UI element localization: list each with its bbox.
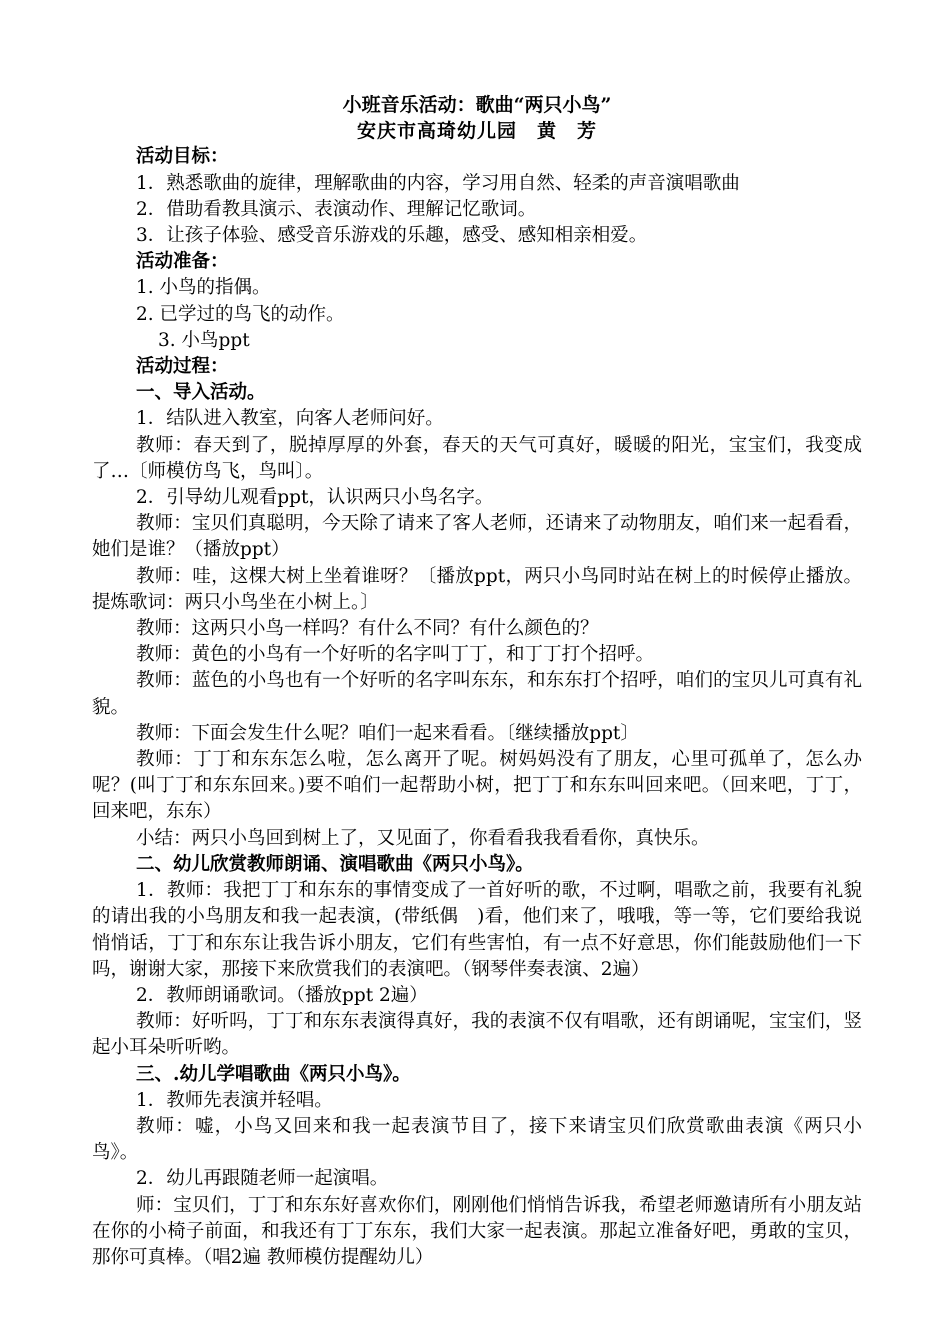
paragraph: 小结：两只小鸟回到树上了，又见面了，你看看我我看看你，真快乐。 — [136, 827, 710, 849]
goal-item: 2．借助看教具演示、表演动作、理解记忆歌词。 — [136, 198, 537, 220]
goals-heading: 活动目标： — [136, 146, 229, 168]
section-heading: 二、幼儿欣赏教师朗诵、演唱歌曲《两只小鸟》。 — [136, 853, 534, 875]
paragraph: 教师：黄色的小鸟有一个好听的名字叫丁丁，和丁丁打个招呼。 — [136, 644, 655, 666]
paragraph: 师：宝贝们，丁丁和东东好喜欢你们，刚刚他们悄悄告诉我，希望老师邀请所有小朋友站在你的小椅子前面，和我还有丁丁东东，我们大家一起表演。那起立准备好吧，勇敢的宝贝，那你可真棒。（唱2遍 教师模仿提醒幼儿） — [92, 1194, 862, 1268]
section-heading: 一、导入活动。 — [136, 382, 266, 404]
prep-item: 1. 小鸟的指偶。 — [136, 277, 271, 299]
paragraph: 教师：春天到了，脱掉厚厚的外套，春天的天气可真好，暖暖的阳光，宝宝们，我变成了…〔师模仿鸟飞，鸟叫〕。 — [92, 434, 862, 482]
document-title: 小班音乐活动：歌曲“两只小鸟” — [342, 94, 612, 116]
process-heading: 活动过程： — [136, 356, 229, 378]
paragraph: 教师：哇，这棵大树上坐着谁呀？〔播放ppt，两只小鸟同时站在树上的时候停止播放。提炼歌词：两只小鸟坐在小树上。〕 — [92, 565, 862, 613]
prep-heading: 活动准备： — [136, 251, 229, 273]
document-author-line: 安庆市高琦幼儿园 黄 芳 — [356, 120, 597, 143]
paragraph: 1．教师：我把丁丁和东东的事情变成了一首好听的歌，不过啊，唱歌之前，我要有礼貌的请出我的小鸟朋友和我一起表演，(带纸偶 )看，他们来了，哦哦，等一等，它们要给我说悄悄话，丁丁和东东让我告诉小朋友，它们有些害怕，有一点不好意思，你们能鼓励他们一下吗，谢谢大家，那接下来欣赏我们的表演吧。（钢琴伴奏表演、2遍） — [92, 880, 862, 980]
paragraph: 教师：蓝色的小鸟也有一个好听的名字叫东东，和东东打个招呼，咱们的宝贝儿可真有礼貌。 — [92, 670, 862, 718]
paragraph: 教师：嘘，小鸟又回来和我一起表演节目了，接下来请宝贝们欣赏歌曲表演《两只小鸟》。 — [92, 1115, 862, 1164]
paragraph: 教师：这两只小鸟一样吗？有什么不同？有什么颜色的？ — [136, 618, 599, 640]
paragraph: 教师：下面会发生什么呢？咱们一起来看看。〔继续播放ppt〕 — [136, 722, 639, 744]
document-page — [92, 92, 862, 1271]
goal-item: 3．让孩子体验、感受音乐游戏的乐趣，感受、感知相亲相爱。 — [136, 225, 648, 247]
paragraph: 2．教师朗诵歌词。（播放ppt 2遍） — [136, 984, 428, 1006]
goal-item: 1．熟悉歌曲的旋律，理解歌曲的内容，学习用自然、轻柔的声音演唱歌曲 — [136, 172, 740, 194]
paragraph: 教师：丁丁和东东怎么啦，怎么离开了呢。树妈妈没有了朋友，心里可孤单了，怎么办呢？(叫丁丁和东东回来。)要不咱们一起帮助小树，把丁丁和东东叫回来吧。（回来吧，丁丁，回来吧，东东） — [92, 749, 862, 823]
prep-item: 2. 已学过的鸟飞的动作。 — [136, 303, 345, 325]
paragraph: 教师：宝贝们真聪明，今天除了请来了客人老师，还请来了动物朋友，咱们来一起看看，她们是谁？（播放ppt） — [92, 513, 862, 561]
section-heading: 三、.幼儿学唱歌曲《两只小鸟》。 — [136, 1063, 411, 1085]
paragraph: 1．结队进入教室，向客人老师问好。 — [136, 408, 444, 430]
paragraph: 1．教师先表演并轻唱。 — [136, 1089, 333, 1111]
paragraph: 2．引导幼儿观看ppt，认识两只小鸟名字。 — [136, 487, 494, 509]
prep-item: 3. 小鸟ppt — [158, 329, 250, 351]
paragraph: 2．幼儿再跟随老师一起演唱。 — [136, 1168, 389, 1190]
paragraph: 教师：好听吗，丁丁和东东表演得真好，我的表演不仅有唱歌，还有朗诵呢，宝宝们，竖起小耳朵听听哟。 — [92, 1011, 862, 1059]
